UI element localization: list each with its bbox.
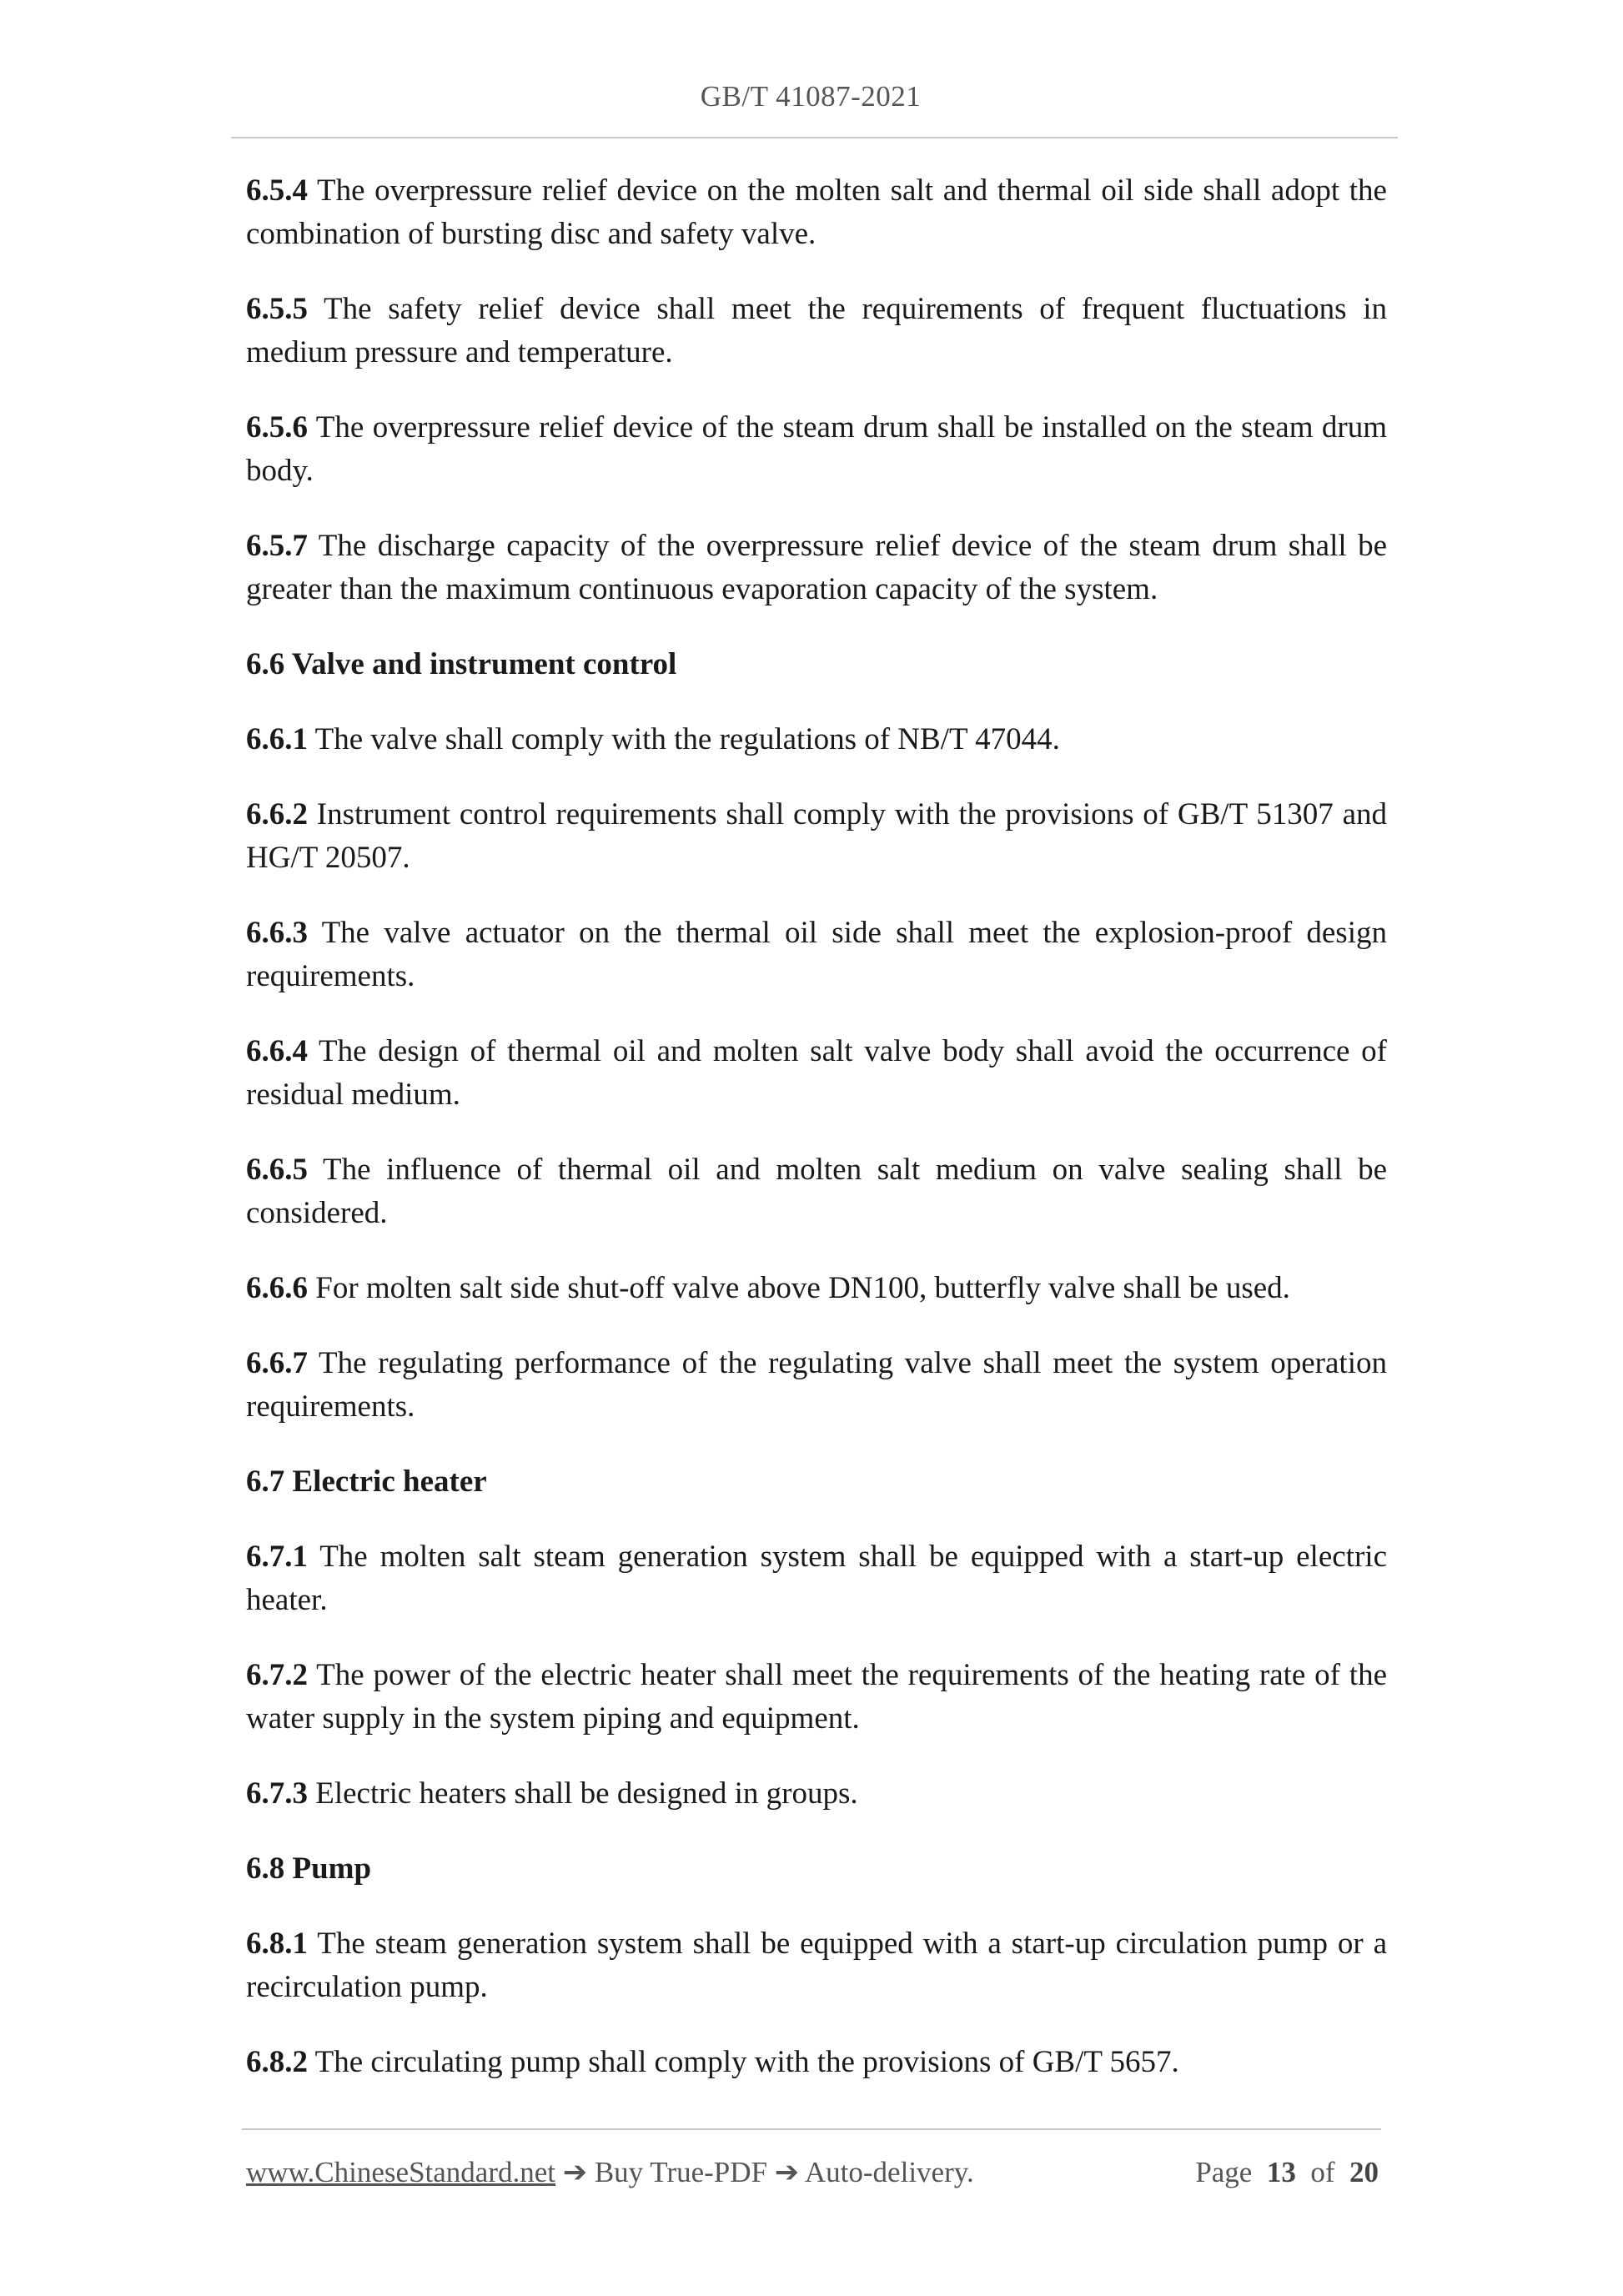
clause-text: The power of the electric heater shall meet the requirements of the heating rate of the water supply in the system piping and equipment.: [246, 1658, 1387, 1736]
clause-6-6-3: [246, 912, 1387, 998]
clause-number: 6.7.2: [246, 1658, 308, 1692]
clause-number: 6.5.5: [246, 292, 308, 326]
clause-text: The valve actuator on the thermal oil side shall meet the explosion-proof design requirements.: [246, 916, 1387, 993]
page-total: 20: [1349, 2156, 1379, 2188]
clause-text: Instrument control requirements shall comply with the provisions of GB/T 51307 and HG/T 20507.: [246, 797, 1387, 875]
clause-6-6-7: [246, 1342, 1387, 1429]
page-label: Page: [1195, 2156, 1253, 2188]
clause-text: The steam generation system shall be equipped with a start-up circulation pump or a recirculation pump.: [246, 1927, 1387, 2004]
of-label: of: [1310, 2156, 1335, 2188]
page-footer: [246, 2152, 1379, 2193]
clause-number: 6.5.7: [246, 529, 308, 563]
clause-6-5-6: [246, 406, 1387, 493]
section-heading-6-7: 6.7 Electric heater: [246, 1465, 487, 1499]
clause-text: The molten salt steam generation system shall be equipped with a start-up electric heater.: [246, 1540, 1387, 1617]
clause-6-6-2: [246, 793, 1387, 880]
clause-6-7-2: [246, 1654, 1387, 1741]
clause-6-5-7: [246, 525, 1387, 611]
footer-divider: [242, 2128, 1381, 2130]
section-heading-6-6: 6.6 Valve and instrument control: [246, 647, 677, 681]
clause-6-8-1: [246, 1922, 1387, 2009]
site-link[interactable]: www.ChineseStandard.net: [246, 2156, 555, 2188]
clause-number: 6.6.1: [246, 722, 308, 756]
clause-6-8-2: [246, 2041, 1387, 2084]
clause-6-6-6: [246, 1267, 1387, 1310]
section-heading-6-8: 6.8 Pump: [246, 1851, 372, 1886]
clause-6-6-1: [246, 718, 1387, 761]
clause-text: The overpressure relief device on the molten salt and thermal oil side shall adopt the combination of bursting disc and safety valve.: [246, 173, 1387, 251]
clause-text: Electric heaters shall be designed in groups.: [315, 1776, 858, 1811]
arrow-right-icon: ➔: [774, 2156, 800, 2188]
clause-number: 6.8.1: [246, 1927, 308, 1961]
clause-number: 6.6.2: [246, 797, 308, 831]
clause-text: The design of thermal oil and molten salt valve body shall avoid the occurrence of residual medium.: [246, 1034, 1387, 1112]
clause-6-6-4: [246, 1030, 1387, 1117]
clause-6-7-1: [246, 1535, 1387, 1622]
arrow-right-icon: ➔: [562, 2156, 588, 2188]
clause-text: The overpressure relief device of the steam drum shall be installed on the steam drum body.: [246, 410, 1387, 488]
clause-number: 6.6.4: [246, 1034, 308, 1068]
auto-delivery-text: Auto-delivery.: [804, 2156, 974, 2188]
clause-text: The circulating pump shall comply with the provisions of GB/T 5657.: [314, 2045, 1179, 2079]
clause-text: The valve shall comply with the regulations of NB/T 47044.: [314, 722, 1060, 756]
clause-text: The discharge capacity of the overpressure relief device of the steam drum shall be greater than the maximum continuous evaporation capacity of the system.: [246, 529, 1387, 606]
clause-number: 6.7.3: [246, 1776, 308, 1811]
clause-number: 6.5.6: [246, 410, 308, 445]
clause-number: 6.6.7: [246, 1346, 308, 1380]
clause-text: The safety relief device shall meet the requirements of frequent fluctuations in medium pressure and temperature.: [246, 292, 1387, 369]
buy-pdf-text: Buy True-PDF: [594, 2156, 767, 2188]
page-current: 13: [1266, 2156, 1296, 2188]
document-header: GB/T 41087-2021: [700, 80, 922, 113]
clause-number: 6.7.1: [246, 1540, 308, 1574]
clause-number: 6.8.2: [246, 2045, 308, 2079]
clause-number: 6.6.5: [246, 1153, 308, 1187]
header-divider: [231, 137, 1398, 138]
clause-number: 6.6.6: [246, 1271, 308, 1305]
clause-number: 6.6.3: [246, 916, 308, 950]
clause-text: The influence of thermal oil and molten salt medium on valve sealing shall be considered.: [246, 1153, 1387, 1230]
clause-6-7-3: [246, 1772, 1387, 1816]
clause-6-5-4: [246, 169, 1387, 256]
clause-text: The regulating performance of the regulating valve shall meet the system operation requirements.: [246, 1346, 1387, 1424]
clause-6-5-5: [246, 288, 1387, 374]
clause-6-6-5: [246, 1148, 1387, 1235]
clause-number: 6.5.4: [246, 173, 308, 208]
document-body: [246, 169, 1387, 2116]
clause-text: For molten salt side shut-off valve above DN100, butterfly valve shall be used.: [315, 1271, 1290, 1305]
page-indicator: [1195, 2152, 1379, 2193]
